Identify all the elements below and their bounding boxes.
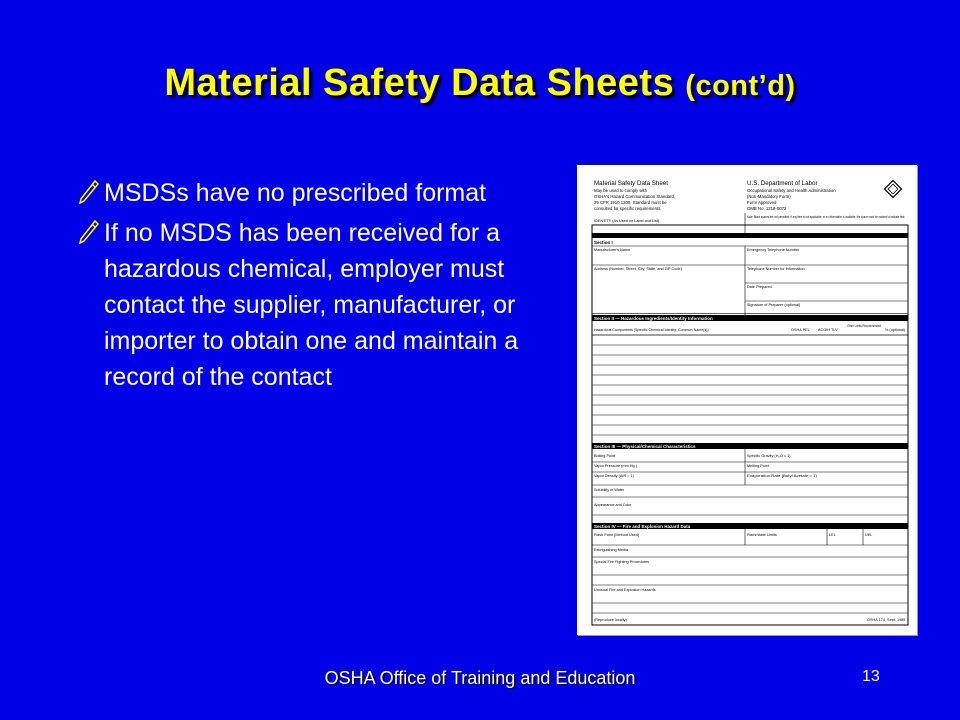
form-section1: Section I bbox=[594, 240, 613, 245]
form-appearance: Appearance and Odor bbox=[594, 503, 632, 507]
form-vapor-density: Vapor Density (AIR = 1) bbox=[594, 474, 634, 478]
form-special-fire: Special Fire Fighting Procedures bbox=[594, 560, 650, 564]
form-hazardous-components: Hazardous Components (Specific Chemical Identity; Common Name(s)) bbox=[594, 328, 709, 332]
form-percent: % (optional) bbox=[885, 328, 906, 332]
title-sub: (cont’d) bbox=[685, 70, 796, 102]
page-number: 13 bbox=[862, 668, 880, 685]
form-heading-left-4: consulted for specific requirements. bbox=[594, 206, 662, 211]
form-solubility: Solubility in Water bbox=[594, 488, 625, 492]
pencil-icon bbox=[76, 219, 100, 245]
form-boiling-point: Boiling Point bbox=[594, 454, 616, 458]
form-acgih-tlv: ACGIH TLV bbox=[818, 328, 838, 332]
slide-title bbox=[0, 62, 960, 105]
msds-form-image bbox=[577, 165, 917, 635]
form-date-prepared: Date Prepared bbox=[747, 285, 772, 289]
form-other-limits: Other Limits Recommended bbox=[847, 324, 881, 328]
form-heading-left-1: May be used to comply with bbox=[594, 188, 648, 193]
form-heading-right-0: U.S. Department of Labor bbox=[747, 180, 818, 187]
form-section2: Section II — Hazardous Ingredients/Identity Information bbox=[594, 316, 713, 321]
form-telephone-info: Telephone Number for Information bbox=[747, 267, 805, 271]
form-identity: IDENTITY (As Used on Label and List) bbox=[594, 219, 660, 223]
form-manufacturer: Manufacturer's Name bbox=[594, 248, 631, 252]
title-main: Material Safety Data Sheets bbox=[164, 62, 675, 104]
form-uel: UEL bbox=[865, 533, 873, 537]
form-evaporation-rate: Evaporation Rate (Butyl Acetate = 1) bbox=[747, 474, 818, 478]
bullet-text: MSDSs have no prescribed format bbox=[104, 179, 487, 207]
form-reproduce: (Reproduce locally) bbox=[594, 618, 627, 622]
form-specific-gravity: Specific Gravity (H₂O = 1) bbox=[747, 454, 791, 458]
form-emergency: Emergency Telephone Number bbox=[747, 248, 800, 252]
form-heading-left-3: 29 CFR 1910.1200. Standard must be bbox=[594, 200, 667, 205]
bullet-item bbox=[80, 215, 570, 395]
bullet-text: If no MSDS has been received for a hazardous chemical, employer must contact the supplier, manufacturer, or importer to obtain one and maintain a record of the contact bbox=[104, 219, 519, 391]
form-heading-right-2: (Non-Mandatory Form) bbox=[747, 194, 791, 199]
form-note: Note: Blank spaces are not permitted. If any item is not applicable, or no information is available, the space must be marked to indicate that. bbox=[747, 215, 905, 219]
form-section3: Section III — Physical/Chemical Characteristics bbox=[594, 444, 696, 449]
form-osha-pel: OSHA PEL bbox=[791, 328, 810, 332]
form-heading-left-0: Material Safety Data Sheet bbox=[594, 180, 668, 187]
form-heading-right-1: Occupational Safety and Health Administration bbox=[747, 188, 836, 193]
form-section2-rows bbox=[592, 345, 908, 435]
bullet-item bbox=[80, 175, 570, 211]
form-flash-point: Flash Point (Method Used) bbox=[594, 533, 640, 537]
osha-logo-icon bbox=[885, 181, 902, 198]
footer-text: OSHA Office of Training and Education bbox=[324, 668, 636, 688]
form-unusual-fire: Unusual Fire and Explosion Hazards bbox=[594, 588, 656, 592]
form-heading-right-3: Form Approved bbox=[747, 200, 777, 205]
form-vapor-pressure: Vapor Pressure (mm Hg.) bbox=[594, 464, 637, 468]
form-lel: LEL bbox=[829, 533, 836, 537]
form-heading-left-2: OSHA's Hazard Communication Standard, bbox=[594, 194, 676, 199]
form-extinguishing: Extinguishing Media bbox=[594, 548, 628, 552]
form-address: Address (Number, Street, City, State, and ZIP Code) bbox=[594, 267, 682, 271]
form-section4: Section IV — Fire and Explosion Hazard Data bbox=[594, 524, 691, 529]
pencil-icon bbox=[76, 179, 100, 205]
form-heading-right-4: OMB No. 1218-0072 bbox=[747, 206, 787, 211]
form-melting-point: Melting Point bbox=[747, 464, 769, 468]
form-flammable-limits: Flammable Limits bbox=[747, 533, 777, 537]
form-number: OSHA 174, Sept. 1985 bbox=[867, 618, 906, 622]
bullet-list bbox=[80, 175, 570, 399]
form-signature: Signature of Preparer (optional) bbox=[747, 303, 801, 307]
